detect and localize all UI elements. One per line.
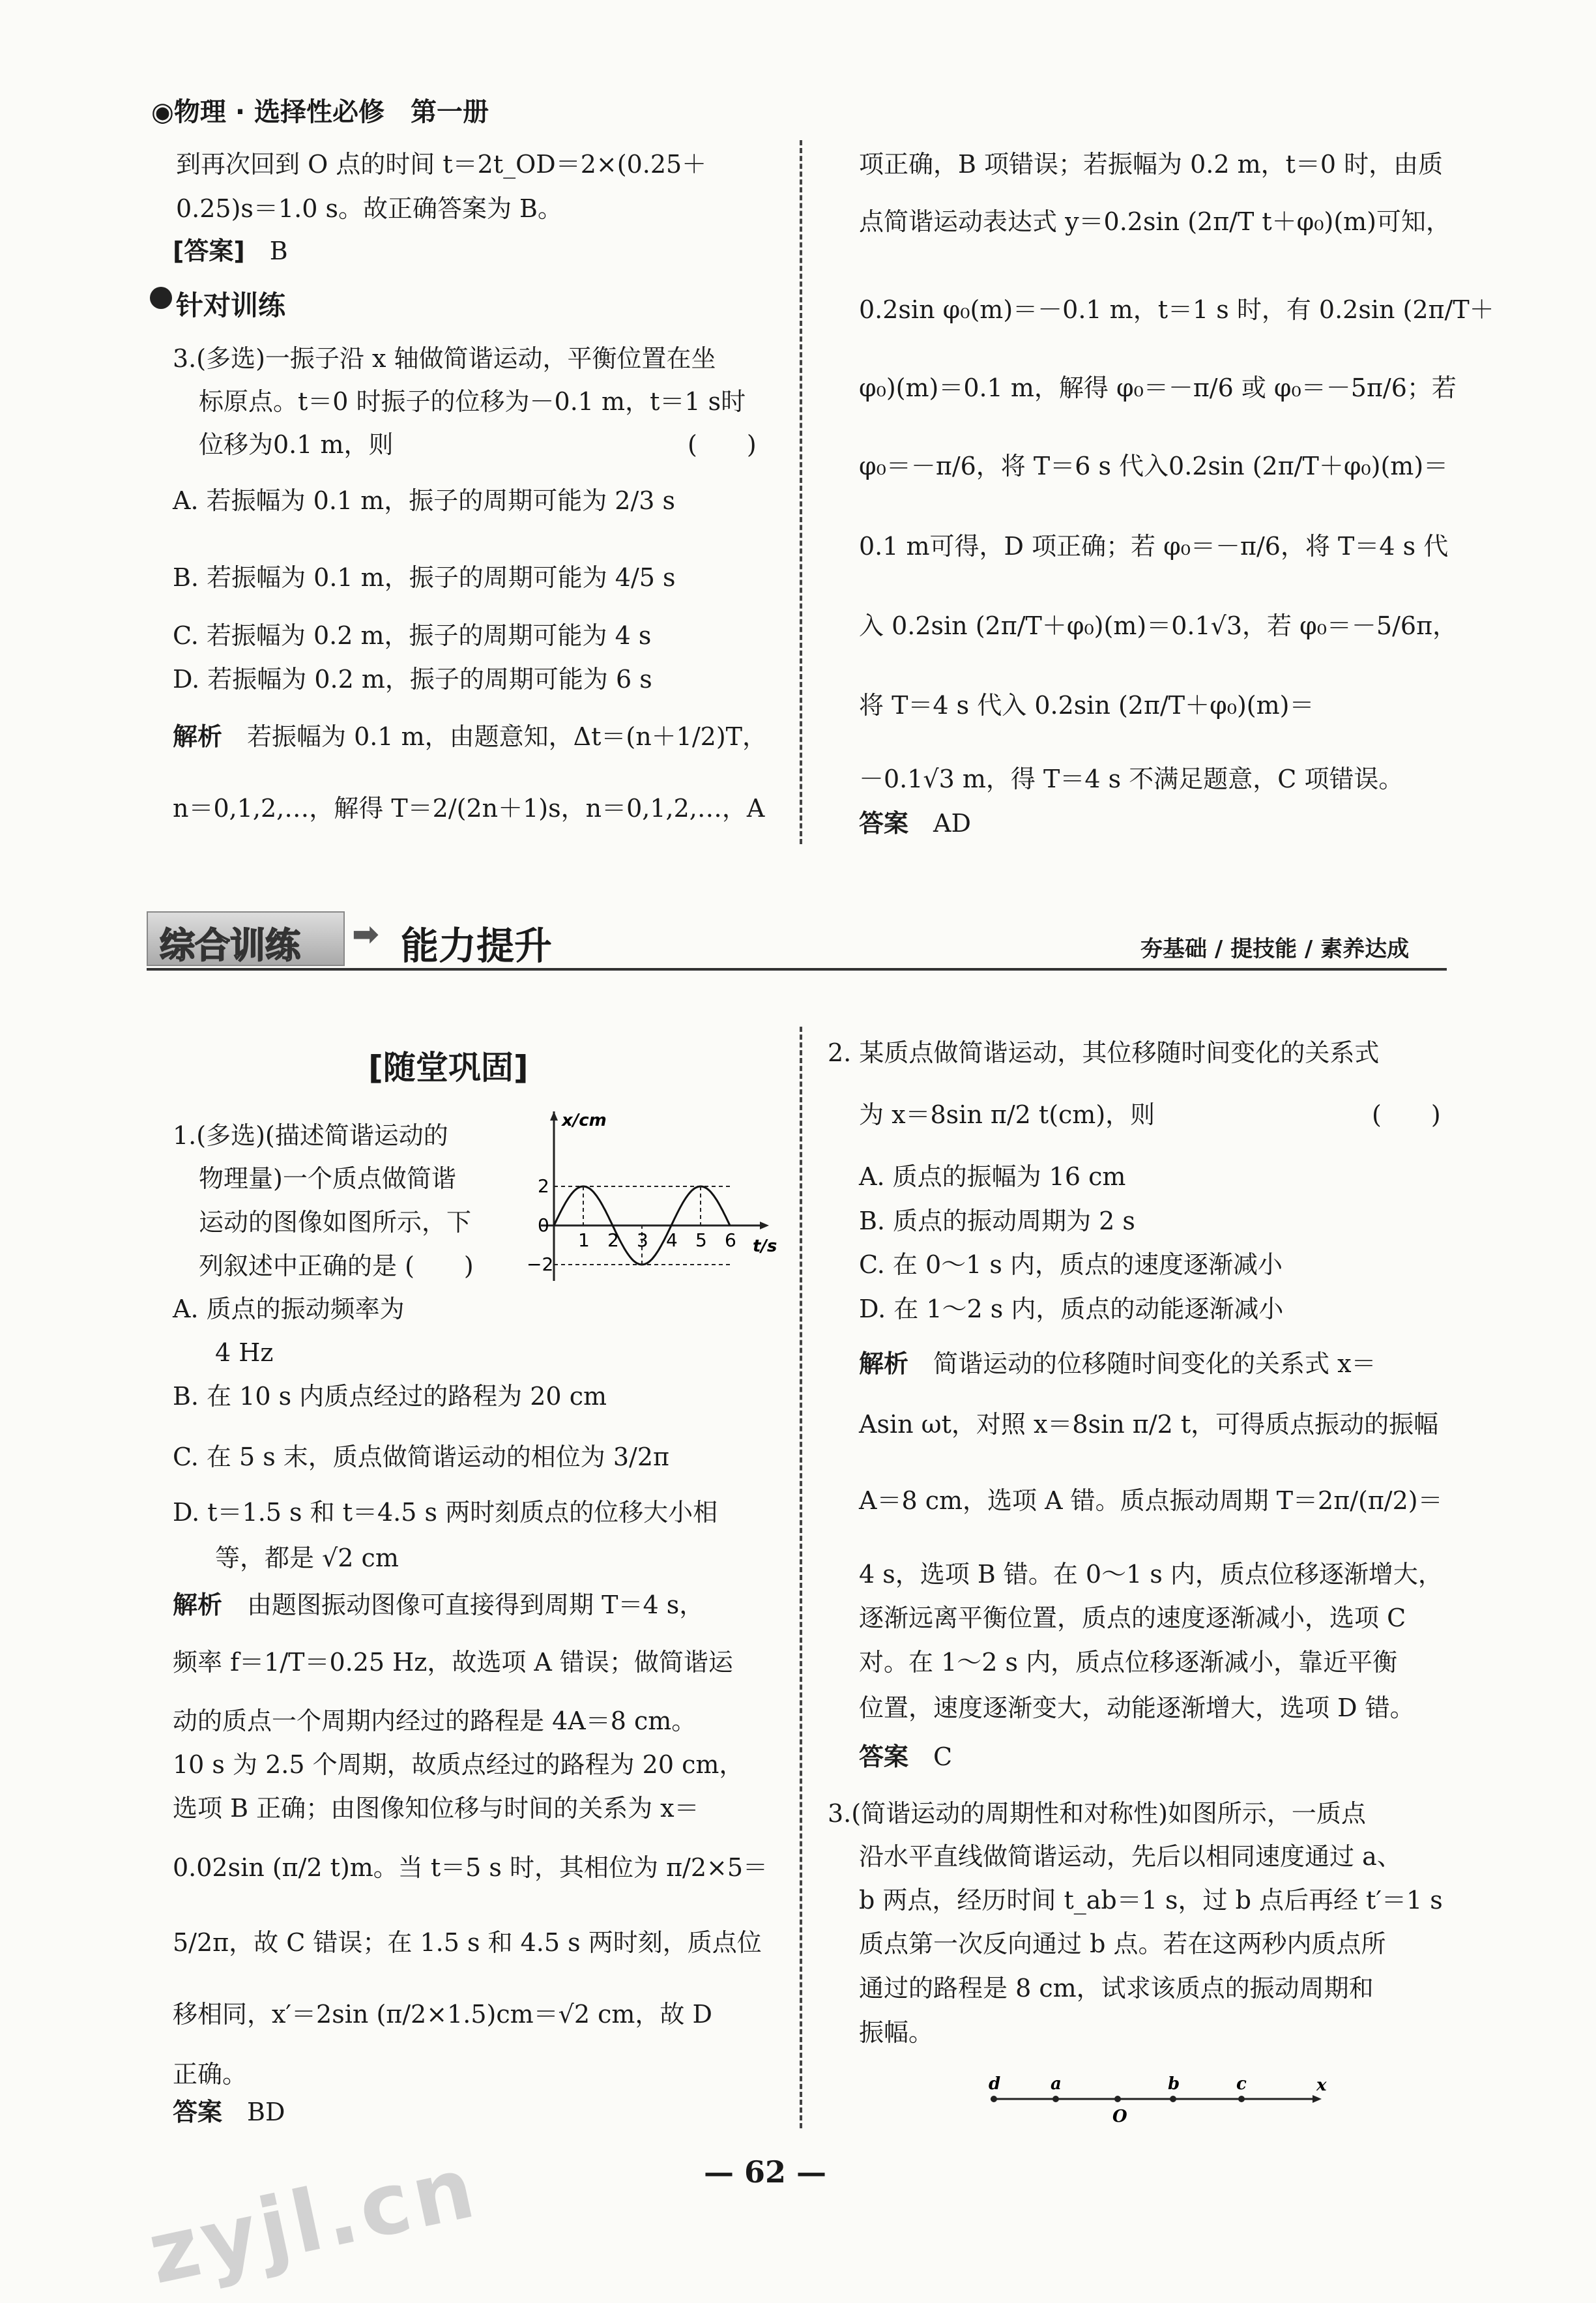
analysis-label: 解析 — [859, 1349, 909, 1378]
x-tick-label: 4 — [666, 1229, 678, 1251]
analysis-text: 0.02sin (π/2 t)m。当 t＝5 s 时，其相位为 π/2×5＝ — [173, 1853, 768, 1882]
analysis-text: 若振幅为 0.1 m，由题意知，Δt＝(n＋1/2)T， — [247, 722, 767, 751]
text-line: φ₀)(m)＝0.1 m，解得 φ₀＝－π/6 或 φ₀＝－5π/6；若 — [859, 374, 1457, 402]
analysis-text: 4 s，选项 B 错。在 0～1 s 内，质点位移逐渐增大， — [859, 1560, 1443, 1589]
option-c: C. 在 0～1 s 内，质点的速度逐渐减小 — [859, 1250, 1283, 1279]
question-text: 质点第一次反向通过 b 点。若在这两秒内质点所 — [859, 1929, 1386, 1958]
question-text: 位移为0.1 m，则 — [199, 430, 394, 459]
option-d: D. 若振幅为 0.2 m，振子的周期可能为 6 s — [173, 665, 652, 694]
analysis-text: 5/2π，故 C 错误；在 1.5 s 和 4.5 s 两时刻，质点位 — [173, 1928, 762, 1957]
text-line: 0.2sin φ₀(m)＝－0.1 m，t＝1 s 时，有 0.2sin (2π/T＋ — [859, 295, 1494, 324]
text-line: φ₀＝－π/6，将 T＝6 s 代入0.2sin (2π/T＋φ₀)(m)＝ — [859, 452, 1449, 480]
option-b: B. 在 10 s 内质点经过的路程为 20 cm — [173, 1382, 607, 1411]
text-line: 点简谐运动表达式 y＝0.2sin (2π/T t＋φ₀)(m)可知， — [859, 207, 1451, 236]
answer-label: 答案 — [173, 2098, 223, 2126]
analysis-text: Asin ωt，对照 x＝8sin π/2 t，可得质点振动的振幅 — [859, 1410, 1439, 1439]
section-title: 针对训练 — [176, 289, 286, 321]
question-text: 3.(简谐运动的周期性和对称性)如图所示，一质点 — [828, 1799, 1366, 1828]
x-tick-label: 5 — [695, 1229, 707, 1251]
text-line: 入 0.2sin (2π/T＋φ₀)(m)＝0.1√3，若 φ₀＝－5/6π， — [859, 611, 1458, 640]
question-text: 物理量)一个质点做简谐 — [199, 1164, 456, 1193]
banner-rule — [147, 968, 1447, 971]
y-tick-label: 2 — [538, 1175, 549, 1197]
arrow-right-icon: ➡ — [352, 915, 379, 953]
analysis-text: 频率 f＝1/T＝0.25 Hz，故选项 A 错误；做简谐运 — [173, 1648, 733, 1677]
motion-line-diagram — [978, 2070, 1342, 2128]
line-point-group — [989, 2074, 1247, 2126]
y-axis-label: x/cm — [562, 1111, 607, 1130]
x-tick-label: 2 — [607, 1229, 619, 1251]
line-point — [1238, 2096, 1245, 2102]
text-line: －0.1√3 m，得 T＝4 s 不满足题意，C 项错误。 — [859, 765, 1404, 793]
option-b: B. 若振幅为 0.1 m，振子的周期可能为 4/5 s — [173, 563, 676, 592]
answer-label: 答案 — [859, 809, 909, 838]
question-text: 振幅。 — [859, 2018, 934, 2047]
analysis-text: 逐渐远离平衡位置，质点的速度逐渐减小，选项 C — [859, 1604, 1406, 1632]
answer-label: [答案] — [173, 237, 245, 265]
point-label: O — [1112, 2107, 1127, 2126]
section-title: [随堂巩固] — [368, 1049, 529, 1087]
line-arrow-icon — [1313, 2095, 1322, 2103]
question-text: 通过的路程是 8 cm，试求该质点的振动周期和 — [859, 1974, 1374, 2002]
question-text: 标原点。t＝0 时振子的位移为－0.1 m，t＝1 s时 — [199, 387, 746, 416]
question-text: 1.(多选)(描述简谐运动的 — [173, 1121, 448, 1150]
text-line: 到再次回到 O 点的时间 t＝2t_OD＝2×(0.25＋ — [176, 150, 707, 179]
option-a-cont: 4 Hz — [215, 1338, 274, 1367]
header-title: ◉物理 · 选择性必修 第一册 — [151, 97, 489, 127]
line-point — [1170, 2096, 1176, 2102]
x-tick-label: 6 — [725, 1229, 736, 1251]
question-text: 沿水平直线做简谐运动，先后以相同速度通过 a、 — [859, 1842, 1402, 1871]
option-c: C. 在 5 s 末，质点做简谐运动的相位为 3/2π — [173, 1443, 670, 1471]
analysis-text: A＝8 cm，选项 A 错。质点振动周期 T＝2π/(π/2)＝ — [859, 1486, 1443, 1515]
point-label: b — [1168, 2074, 1180, 2094]
watermark: zyjl.cn — [139, 2137, 486, 2303]
option-b: B. 质点的振动周期为 2 s — [859, 1207, 1135, 1235]
banner-tag: 夯基础 / 提技能 / 素养达成 — [1140, 936, 1410, 962]
column-divider-top — [800, 140, 802, 844]
answer-label: 答案 — [859, 1742, 909, 1771]
question-text: 运动的图像如图所示，下 — [199, 1208, 472, 1237]
vibration-graph — [508, 1111, 782, 1307]
answer-value: C — [933, 1742, 953, 1771]
line-point — [991, 2096, 997, 2102]
analysis-text: 由题图振动图像可直接得到周期 T＝4 s， — [247, 1591, 704, 1619]
text-line: 项正确，B 项错误；若振幅为 0.2 m，t＝0 时，由质 — [859, 150, 1444, 179]
analysis-text: 动的质点一个周期内经过的路程是 4A＝8 cm。 — [173, 1707, 697, 1735]
line-point — [1052, 2096, 1059, 2102]
option-a: A. 质点的振幅为 16 cm — [859, 1162, 1126, 1191]
x-tick-label: 3 — [637, 1229, 648, 1251]
x-axis-label: t/s — [753, 1237, 777, 1256]
answer-value: AD — [933, 809, 971, 838]
question-text: 列叙述中正确的是 ( ) — [199, 1252, 474, 1280]
analysis-label: 解析 — [173, 1591, 223, 1619]
option-d-cont: 等，都是 √2 cm — [215, 1544, 399, 1572]
column-divider-bottom — [800, 1027, 802, 2128]
text-line: 将 T＝4 s 代入 0.2sin (2π/T＋φ₀)(m)＝ — [859, 691, 1314, 720]
answer-paren: ( ) — [688, 430, 757, 459]
line-point — [1114, 2096, 1121, 2102]
analysis-text: 选项 B 正确；由图像知位移与时间的关系为 x＝ — [173, 1794, 699, 1823]
y-tick-label: 0 — [538, 1214, 549, 1236]
option-a: A. 质点的振动频率为 — [173, 1295, 405, 1323]
question-text: 2. 某质点做简谐运动，其位移随时间变化的关系式 — [828, 1038, 1380, 1067]
option-d: D. 在 1～2 s 内，质点的动能逐渐减小 — [859, 1295, 1284, 1323]
option-a: A. 若振幅为 0.1 m，振子的周期可能为 2/3 s — [173, 486, 676, 515]
x-axis-arrow-icon — [760, 1222, 769, 1229]
analysis-text: n＝0,1,2,…，解得 T＝2/(2n＋1)s，n＝0,1,2,…，A — [173, 794, 765, 823]
y-tick-label: −2 — [527, 1254, 554, 1275]
banner-left-text: 综合训练 — [160, 925, 300, 966]
analysis-text: 移相同，x′＝2sin (π/2×1.5)cm＝√2 cm，故 D — [173, 2000, 712, 2029]
analysis-text: 正确。 — [173, 2060, 248, 2089]
answer-value: B — [269, 237, 288, 265]
option-d: D. t＝1.5 s 和 t＝4.5 s 两时刻质点的位移大小相 — [173, 1498, 718, 1527]
question-text: 为 x＝8sin π/2 t(cm)，则 — [859, 1100, 1155, 1129]
banner-left-box — [147, 911, 345, 966]
point-label: d — [989, 2074, 1001, 2094]
section-bullet-icon — [150, 287, 172, 309]
point-label: c — [1236, 2074, 1247, 2094]
analysis-text: 对。在 1～2 s 内，质点位移逐渐减小，靠近平衡 — [859, 1648, 1398, 1677]
point-label: a — [1051, 2074, 1062, 2094]
y-axis-arrow-icon — [550, 1111, 558, 1121]
analysis-text: 简谐运动的位移随时间变化的关系式 x＝ — [933, 1349, 1376, 1378]
analysis-label: 解析 — [173, 722, 223, 751]
axis-label: x — [1316, 2076, 1327, 2095]
banner-right-text: 能力提升 — [401, 924, 553, 968]
analysis-text: 10 s 为 2.5 个周期，故质点经过的路程为 20 cm， — [173, 1750, 744, 1779]
analysis-text: 位置，速度逐渐变大，动能逐渐增大，选项 D 错。 — [859, 1694, 1415, 1722]
question-text: b 两点，经历时间 t_ab＝1 s，过 b 点后再经 t′＝1 s — [859, 1886, 1443, 1914]
text-line: 0.25)s＝1.0 s。故正确答案为 B。 — [176, 194, 562, 223]
x-tick-label: 1 — [578, 1229, 590, 1251]
answer-paren: ( ) — [1372, 1100, 1441, 1129]
answer-value: BD — [247, 2098, 285, 2126]
question-text: 3.(多选)一振子沿 x 轴做简谐运动，平衡位置在坐 — [173, 344, 716, 373]
page-number: — 62 — — [704, 2154, 827, 2190]
option-c: C. 若振幅为 0.2 m，振子的周期可能为 4 s — [173, 621, 652, 650]
text-line: 0.1 m可得，D 项正确；若 φ₀＝－π/6，将 T＝4 s 代 — [859, 532, 1449, 561]
